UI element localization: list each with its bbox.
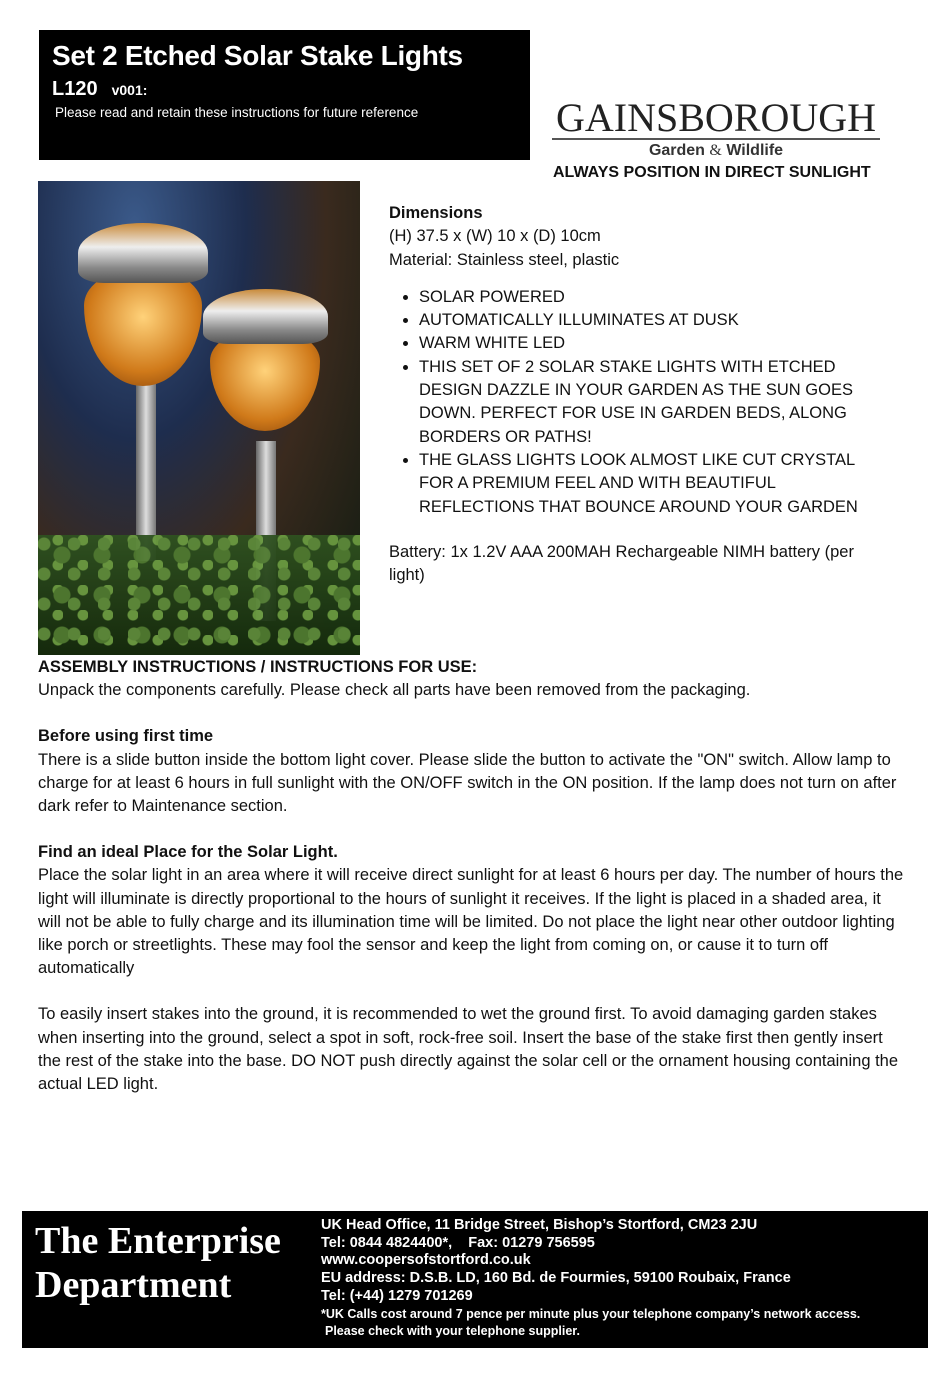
instructions	[38, 656, 908, 1119]
head-office: UK Head Office, 11 Bridge Street, Bishop’s Stortford, CM23 2JU	[321, 1217, 758, 1233]
dimensions-heading: Dimensions	[389, 204, 483, 222]
supplier-note: Please check with your telephone supplier.	[325, 1324, 580, 1339]
logo-brand: GAINSBOROUGH	[552, 98, 880, 140]
feature-item: • AUTOMATICALLY ILLUMINATES AT DUSK	[419, 309, 869, 332]
website-link[interactable]: www.coopersofstortford.co.uk	[321, 1252, 531, 1269]
title-block	[39, 30, 530, 160]
feature-item: • THIS SET OF 2 SOLAR STAKE LIGHTS WITH ETCHED DESIGN DAZZLE IN YOUR GARDEN AS THE SUN GOES DOWN. PERFECT FOR USE IN GARDEN BEDS, ALONG BORDERS OR PATHS!	[419, 356, 869, 449]
logo-sub-a: Garden	[648, 142, 705, 159]
placement-heading: Find an ideal Place for the Solar Light.	[38, 843, 338, 862]
stakes-text: To easily insert stakes into the ground, it is recommended to wet the ground first. To avoid damaging garden stakes when inserting into the ground, select a spot in soft, rock-free soil. Insert the base of the stake first then gently insert the rest of the stake into the base. DO NOT push directly against the solar cell or the ornament housing containing the actual LED light.	[38, 1005, 899, 1094]
first-use-text: There is a slide button inside the bottom light cover. Please slide the button to activate the "ON" switch. Allow lamp to charge for at least 6 hours in full sunlight with the ON/OFF switch in the ON position. If the lamp does not turn on after dark refer to Maintenance section.	[38, 750, 897, 816]
version: v001:	[111, 82, 148, 98]
product-photo	[38, 181, 360, 655]
product-code: L120	[52, 78, 98, 100]
eu-tel: Tel: (+44) 1279 701269	[321, 1287, 473, 1304]
tel-fax: Tel: 0844 4824400*, Fax: 01279 756595	[321, 1234, 595, 1251]
footer	[22, 1211, 928, 1348]
retain-note: Please read and retain these instructions for future reference	[55, 105, 419, 120]
feature-item: • THE GLASS LIGHTS LOOK ALMOST LIKE CUT CRYSTAL FOR A PREMIUM FEEL AND WITH BEAUTIFUL REFLECTIONS THAT BOUNCE AROUND YOUR GARDEN	[419, 449, 869, 519]
eu-address: EU address: D.S.B. LD, 160 Bd. de Fourmies, 59100 Roubaix, France	[321, 1270, 791, 1287]
assembly-text: Unpack the components carefully. Please check all parts have been removed from the packaging.	[38, 681, 751, 700]
first-use-heading: Before using first time	[38, 727, 214, 746]
placement-text: Place the solar light in an area where it will receive direct sunlight for at least 6 hours per day. The number of hours the light will illuminate is directly proportional to the hours of sunlight it receives. If the light is placed in a shaded area, it will not be able to fully charge and its illumination time will be limited. Do not place the light near other outdoor lighting like porch or streetlights. These may fool the sensor and keep the light from coming on, or cause it to turn off automatically	[38, 866, 904, 978]
contact-info	[321, 1217, 860, 1341]
call-cost-note: *UK Calls cost around 7 pence per minute plus your telephone company’s network access.	[321, 1306, 861, 1321]
feature-item: • SOLAR POWERED	[419, 286, 869, 309]
assembly-heading: ASSEMBLY INSTRUCTIONS / INSTRUCTIONS FOR USE:	[38, 658, 478, 676]
sunlight-notice: ALWAYS POSITION IN DIRECT SUNLIGHT	[553, 164, 871, 181]
feature-list	[389, 286, 869, 519]
dept-line2: Department	[35, 1264, 232, 1306]
logo-amp: &	[709, 142, 722, 159]
feature-item: • WARM WHITE LED	[419, 332, 869, 355]
product-title: Set 2 Etched Solar Stake Lights	[52, 40, 463, 71]
dimensions: (H) 37.5 x (W) 10 x (D) 10cm	[389, 227, 601, 246]
logo-sub-b: Wildlife	[726, 142, 784, 159]
battery-info: Battery: 1x 1.2V AAA 200MAH Rechargeable NIMH battery (per light)	[389, 542, 854, 585]
dept-line1: The Enterprise	[35, 1220, 281, 1262]
material: Material: Stainless steel, plastic	[389, 250, 620, 269]
specifications	[389, 202, 869, 587]
gainsborough-logo	[552, 95, 880, 160]
